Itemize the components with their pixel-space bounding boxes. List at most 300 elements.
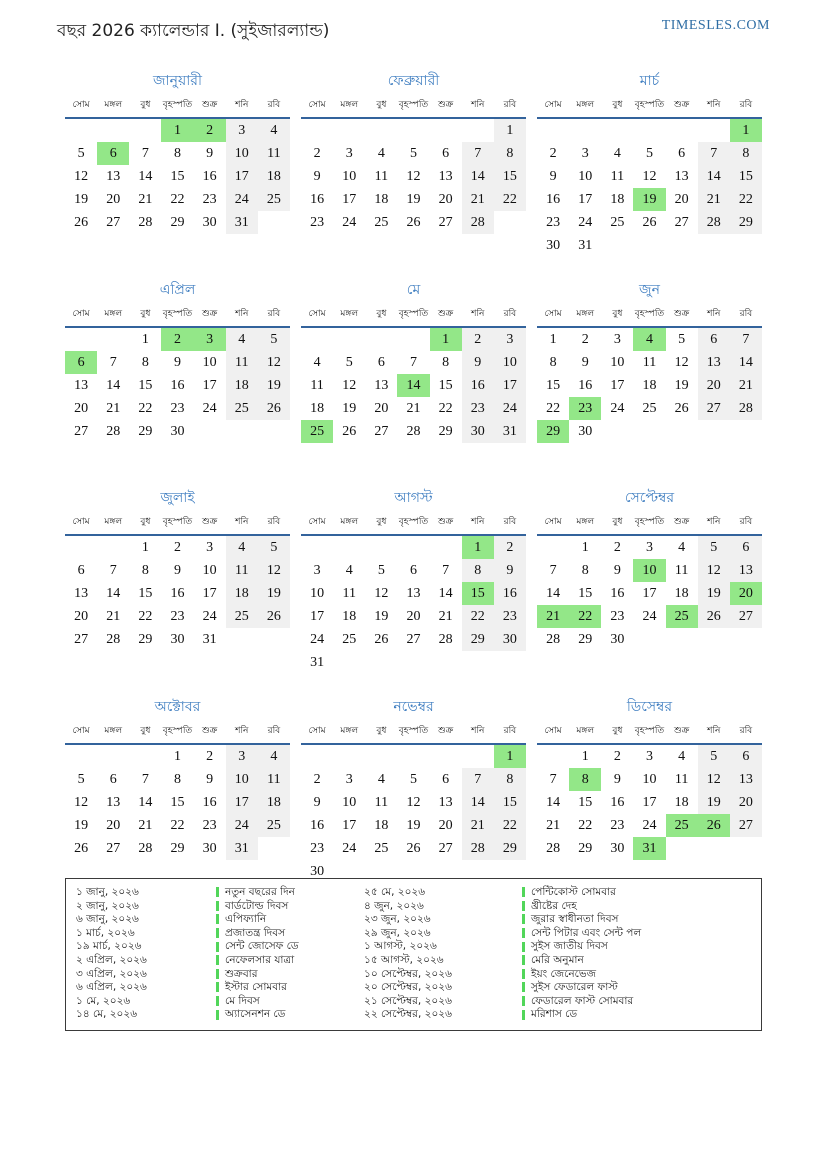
day-cell: 30 bbox=[202, 214, 217, 230]
day-cell: 18 bbox=[226, 374, 258, 397]
day-cell: 16 bbox=[310, 191, 325, 207]
legend-holiday-name: ফেডারেল ফাস্ট সোমবার bbox=[531, 994, 634, 1007]
month-title: আগস্ট bbox=[394, 490, 433, 506]
day-cell: 7 bbox=[549, 771, 557, 787]
day-cell: 29 bbox=[730, 211, 762, 234]
month-title: অক্টোবর bbox=[154, 699, 201, 715]
day-cell: 26 bbox=[406, 840, 421, 856]
day-cell: 25 bbox=[610, 214, 625, 230]
day-cell: 7 bbox=[462, 142, 494, 165]
day-cell: 15 bbox=[462, 582, 494, 605]
weekday-header: সোম bbox=[537, 511, 569, 535]
day-cell bbox=[698, 837, 730, 860]
day-cell: 18 bbox=[258, 165, 290, 188]
day-cell: 8 bbox=[494, 142, 526, 165]
day-cell bbox=[301, 535, 333, 559]
day-cell: 30 bbox=[462, 420, 494, 443]
weekday-header: মঙ্গল bbox=[333, 94, 365, 118]
day-cell: 27 bbox=[106, 214, 121, 230]
day-cell: 4 bbox=[633, 327, 665, 351]
weekday-header: বুধ bbox=[365, 511, 397, 535]
weekday-header: মঙ্গল bbox=[569, 720, 601, 744]
legend-date: ২ এপ্রিল, ২০২৬ bbox=[76, 953, 147, 966]
day-cell: 17 bbox=[642, 585, 657, 601]
day-cell: 12 bbox=[74, 794, 89, 810]
day-cell: 22 bbox=[730, 188, 762, 211]
weekday-header: সোম bbox=[301, 94, 333, 118]
day-cell: 23 bbox=[170, 608, 185, 624]
day-cell: 29 bbox=[494, 837, 526, 860]
day-cell: 14 bbox=[462, 165, 494, 188]
month-calendar bbox=[65, 511, 290, 651]
day-cell: 2 bbox=[173, 539, 181, 555]
day-cell bbox=[730, 837, 762, 860]
day-cell: 10 bbox=[642, 771, 657, 787]
day-cell bbox=[633, 420, 665, 443]
day-cell: 28 bbox=[106, 423, 121, 439]
day-cell: 20 bbox=[698, 374, 730, 397]
legend-entry bbox=[522, 940, 751, 953]
weekday-header: সোম bbox=[65, 720, 97, 744]
day-cell: 9 bbox=[549, 168, 557, 184]
day-cell: 15 bbox=[438, 377, 453, 393]
day-cell: 7 bbox=[698, 142, 730, 165]
day-cell: 9 bbox=[313, 794, 321, 810]
day-cell: 30 bbox=[170, 423, 185, 439]
day-cell: 15 bbox=[494, 165, 526, 188]
day-cell: 28 bbox=[462, 211, 494, 234]
day-cell: 5 bbox=[698, 535, 730, 559]
weekday-header: রবি bbox=[730, 720, 762, 744]
day-cell: 29 bbox=[170, 214, 185, 230]
day-cell: 29 bbox=[138, 631, 153, 647]
day-cell: 5 bbox=[645, 145, 653, 161]
weekday-header: মঙ্গল bbox=[569, 94, 601, 118]
holiday-marker-icon bbox=[216, 942, 219, 952]
day-cell: 14 bbox=[546, 585, 561, 601]
site-link[interactable]: TIMESLES.COM bbox=[661, 18, 770, 33]
day-cell: 20 bbox=[674, 191, 689, 207]
legend-holiday-name: ইস্টার সোমবার bbox=[225, 981, 287, 994]
day-cell: 8 bbox=[173, 771, 181, 787]
day-cell: 19 bbox=[374, 608, 389, 624]
weekday-header: মঙ্গল bbox=[97, 720, 129, 744]
day-cell: 3 bbox=[581, 145, 589, 161]
day-cell: 30 bbox=[610, 840, 625, 856]
day-cell: 31 bbox=[578, 237, 593, 253]
day-cell: 22 bbox=[138, 400, 153, 416]
legend-holiday-name: সুইস ফেডারেল ফাস্ট bbox=[531, 981, 618, 994]
month-title: সেপ্টেম্বর bbox=[624, 490, 675, 506]
holiday-marker-icon bbox=[216, 914, 219, 924]
legend-holiday-name: বার্ডটোল্ড দিবস bbox=[225, 899, 289, 912]
day-cell: 15 bbox=[578, 794, 593, 810]
day-cell: 15 bbox=[494, 791, 526, 814]
weekday-header: সোম bbox=[65, 303, 97, 327]
day-cell: 8 bbox=[141, 562, 149, 578]
day-cell: 5 bbox=[409, 771, 417, 787]
day-cell: 22 bbox=[546, 400, 561, 416]
day-cell: 29 bbox=[138, 423, 153, 439]
day-cell: 23 bbox=[546, 214, 561, 230]
legend-entry bbox=[216, 927, 364, 940]
weekday-header: শুক্র bbox=[194, 94, 226, 118]
day-cell bbox=[698, 628, 730, 651]
month-title: ডিসেম্বর bbox=[626, 699, 673, 715]
weekday-header: শনি bbox=[226, 511, 258, 535]
day-cell: 11 bbox=[258, 768, 290, 791]
day-cell: 27 bbox=[730, 814, 762, 837]
day-cell: 21 bbox=[537, 605, 569, 628]
day-cell: 3 bbox=[645, 748, 653, 764]
day-cell bbox=[301, 744, 333, 768]
day-cell: 13 bbox=[674, 168, 689, 184]
day-cell bbox=[430, 118, 462, 142]
day-cell: 1 bbox=[161, 118, 193, 142]
day-cell: 28 bbox=[138, 840, 153, 856]
day-cell: 12 bbox=[698, 768, 730, 791]
day-cell: 28 bbox=[406, 423, 421, 439]
day-cell: 26 bbox=[74, 214, 89, 230]
legend-holiday-name: পেন্টিকোস্ট সোমবার bbox=[531, 886, 616, 898]
weekday-header: সোম bbox=[301, 720, 333, 744]
holiday-marker-icon bbox=[216, 887, 219, 897]
day-cell: 5 bbox=[77, 771, 85, 787]
legend-entry bbox=[522, 927, 751, 940]
day-cell: 1 bbox=[462, 535, 494, 559]
day-cell: 4 bbox=[377, 145, 385, 161]
day-cell bbox=[194, 420, 226, 443]
day-cell: 1 bbox=[173, 748, 181, 764]
day-cell bbox=[430, 535, 462, 559]
day-cell bbox=[601, 118, 633, 142]
day-cell: 10 bbox=[226, 768, 258, 791]
day-cell: 12 bbox=[374, 585, 389, 601]
day-cell bbox=[97, 327, 129, 351]
day-cell: 7 bbox=[462, 768, 494, 791]
day-cell: 17 bbox=[342, 817, 357, 833]
day-cell: 18 bbox=[374, 817, 389, 833]
day-cell: 10 bbox=[226, 142, 258, 165]
weekday-header: শুক্র bbox=[666, 94, 698, 118]
day-cell: 7 bbox=[549, 562, 557, 578]
day-cell: 24 bbox=[202, 608, 217, 624]
day-cell: 22 bbox=[494, 188, 526, 211]
holiday-legend bbox=[65, 878, 762, 1031]
weekday-header: বৃহস্পতি bbox=[633, 303, 665, 327]
day-cell: 25 bbox=[374, 214, 389, 230]
weekday-header: রবি bbox=[494, 511, 526, 535]
month-title: জানুয়ারী bbox=[153, 73, 202, 89]
weekday-header: রবি bbox=[258, 94, 290, 118]
day-cell: 18 bbox=[674, 585, 689, 601]
day-cell: 14 bbox=[698, 165, 730, 188]
day-cell bbox=[258, 211, 290, 234]
day-cell: 17 bbox=[226, 791, 258, 814]
weekday-header: শনি bbox=[462, 303, 494, 327]
legend-entry bbox=[522, 1008, 751, 1021]
day-cell: 28 bbox=[698, 211, 730, 234]
day-cell: 3 bbox=[613, 331, 621, 347]
day-cell: 9 bbox=[613, 562, 621, 578]
day-cell: 18 bbox=[374, 191, 389, 207]
day-cell: 19 bbox=[342, 400, 357, 416]
day-cell: 6 bbox=[65, 351, 97, 374]
day-cell bbox=[430, 651, 462, 674]
day-cell: 12 bbox=[258, 351, 290, 374]
legend-entry bbox=[216, 995, 364, 1008]
day-cell: 12 bbox=[406, 794, 421, 810]
month-calendar bbox=[65, 94, 290, 234]
legend-date: ২৯ জুন, ২০২৬ bbox=[364, 926, 431, 939]
day-cell: 8 bbox=[730, 142, 762, 165]
holiday-marker-icon bbox=[522, 887, 525, 897]
day-cell: 16 bbox=[202, 794, 217, 810]
legend-entry bbox=[522, 954, 751, 967]
day-cell bbox=[301, 118, 333, 142]
day-cell: 10 bbox=[342, 168, 357, 184]
day-cell: 10 bbox=[202, 354, 217, 370]
month-title: জুন bbox=[639, 282, 660, 298]
day-cell: 4 bbox=[226, 535, 258, 559]
weekday-header: বুধ bbox=[601, 303, 633, 327]
weekday-header: শনি bbox=[698, 94, 730, 118]
day-cell: 1 bbox=[581, 539, 589, 555]
day-cell: 27 bbox=[406, 631, 421, 647]
day-cell: 5 bbox=[409, 145, 417, 161]
month-5 bbox=[301, 279, 526, 465]
day-cell bbox=[258, 420, 290, 443]
day-cell: 4 bbox=[226, 327, 258, 351]
day-cell: 22 bbox=[138, 608, 153, 624]
day-cell: 21 bbox=[138, 817, 153, 833]
day-cell: 20 bbox=[730, 582, 762, 605]
day-cell: 8 bbox=[462, 559, 494, 582]
day-cell: 26 bbox=[258, 397, 290, 420]
weekday-header: শনি bbox=[462, 94, 494, 118]
legend-date: ১ মে, ২০২৬ bbox=[76, 994, 131, 1007]
day-cell: 25 bbox=[666, 605, 698, 628]
day-cell: 15 bbox=[138, 585, 153, 601]
day-cell: 6 bbox=[730, 535, 762, 559]
legend-entry bbox=[216, 968, 364, 981]
day-cell: 19 bbox=[74, 191, 89, 207]
day-cell: 13 bbox=[106, 794, 121, 810]
day-cell: 24 bbox=[202, 400, 217, 416]
page-header bbox=[57, 18, 770, 46]
day-cell: 9 bbox=[206, 771, 214, 787]
day-cell: 23 bbox=[202, 817, 217, 833]
day-cell: 10 bbox=[342, 794, 357, 810]
day-cell: 20 bbox=[730, 791, 762, 814]
day-cell: 20 bbox=[74, 608, 89, 624]
day-cell: 1 bbox=[494, 118, 526, 142]
day-cell: 28 bbox=[730, 397, 762, 420]
day-cell: 17 bbox=[642, 794, 657, 810]
weekday-header: বৃহস্পতি bbox=[161, 720, 193, 744]
day-cell: 20 bbox=[406, 608, 421, 624]
day-cell: 6 bbox=[678, 145, 686, 161]
day-cell bbox=[730, 628, 762, 651]
day-cell: 23 bbox=[310, 214, 325, 230]
day-cell: 11 bbox=[226, 559, 258, 582]
day-cell: 7 bbox=[730, 327, 762, 351]
day-cell: 15 bbox=[170, 794, 185, 810]
weekday-header: বুধ bbox=[129, 511, 161, 535]
weekday-header: মঙ্গল bbox=[97, 94, 129, 118]
holiday-marker-icon bbox=[216, 901, 219, 911]
day-cell: 1 bbox=[549, 331, 557, 347]
day-cell bbox=[226, 628, 258, 651]
month-calendar bbox=[301, 511, 526, 674]
legend-date: ৬ এপ্রিল, ২০২৬ bbox=[76, 981, 147, 994]
day-cell: 4 bbox=[613, 145, 621, 161]
day-cell bbox=[537, 744, 569, 768]
day-cell: 16 bbox=[494, 582, 526, 605]
day-cell: 5 bbox=[377, 562, 385, 578]
day-cell: 12 bbox=[74, 168, 89, 184]
day-cell: 25 bbox=[642, 400, 657, 416]
day-cell: 8 bbox=[442, 354, 450, 370]
day-cell bbox=[65, 327, 97, 351]
legend-date: ১ জানু, ২০২৬ bbox=[76, 886, 139, 898]
month-8 bbox=[301, 487, 526, 674]
legend-date: ১ আগস্ট, ২০২৬ bbox=[364, 940, 437, 953]
day-cell: 24 bbox=[310, 631, 325, 647]
holiday-marker-icon bbox=[522, 901, 525, 911]
weekday-header: শুক্র bbox=[430, 94, 462, 118]
weekday-header: বৃহস্পতি bbox=[633, 94, 665, 118]
day-cell: 11 bbox=[310, 377, 324, 393]
month-12 bbox=[537, 696, 762, 883]
month-6 bbox=[537, 279, 762, 465]
legend-date: ৩ এপ্রিল, ২০২৬ bbox=[76, 967, 147, 980]
weekday-header: শুক্র bbox=[194, 720, 226, 744]
day-cell: 26 bbox=[406, 214, 421, 230]
weekday-header: শুক্র bbox=[666, 720, 698, 744]
month-title: ফেব্রুয়ারী bbox=[387, 73, 440, 89]
day-cell: 23 bbox=[170, 400, 185, 416]
day-cell: 22 bbox=[578, 817, 593, 833]
day-cell: 16 bbox=[578, 377, 593, 393]
day-cell: 13 bbox=[730, 768, 762, 791]
legend-holiday-name: নতুন বছরের দিন bbox=[225, 886, 295, 898]
day-cell bbox=[226, 420, 258, 443]
legend-entry bbox=[522, 886, 751, 899]
weekday-header: শুক্র bbox=[666, 303, 698, 327]
day-cell: 14 bbox=[462, 791, 494, 814]
day-cell: 18 bbox=[258, 791, 290, 814]
day-cell bbox=[537, 535, 569, 559]
day-cell: 30 bbox=[494, 628, 526, 651]
day-cell: 24 bbox=[342, 214, 357, 230]
legend-date: ২২ সেপ্টেম্বর, ২০২৬ bbox=[364, 1008, 452, 1021]
day-cell: 25 bbox=[666, 814, 698, 837]
weekday-header: সোম bbox=[65, 511, 97, 535]
day-cell: 2 bbox=[161, 327, 193, 351]
day-cell: 7 bbox=[109, 354, 117, 370]
day-cell: 27 bbox=[698, 397, 730, 420]
day-cell: 13 bbox=[730, 559, 762, 582]
legend-holiday-name: সেন্ট পিটার এবং সেন্ট পল bbox=[531, 926, 642, 939]
day-cell: 30 bbox=[546, 237, 561, 253]
day-cell: 12 bbox=[698, 559, 730, 582]
month-7 bbox=[65, 487, 290, 674]
day-cell: 27 bbox=[374, 423, 389, 439]
day-cell: 16 bbox=[610, 794, 625, 810]
day-cell: 21 bbox=[106, 400, 121, 416]
holiday-marker-icon bbox=[216, 969, 219, 979]
legend-holiday-name: সুইস জাতীয় দিবস bbox=[531, 940, 608, 953]
weekday-header: বুধ bbox=[129, 303, 161, 327]
day-cell: 29 bbox=[578, 631, 593, 647]
day-cell: 3 bbox=[313, 562, 321, 578]
day-cell: 6 bbox=[698, 327, 730, 351]
day-cell: 25 bbox=[258, 188, 290, 211]
day-cell: 10 bbox=[578, 168, 593, 184]
day-cell: 11 bbox=[642, 354, 657, 370]
legend-date: ১ মার্চ, ২০২৬ bbox=[76, 926, 135, 939]
day-cell: 31 bbox=[633, 837, 665, 860]
day-cell: 18 bbox=[674, 794, 689, 810]
day-cell: 26 bbox=[374, 631, 389, 647]
day-cell: 3 bbox=[206, 539, 214, 555]
day-cell: 1 bbox=[430, 327, 462, 351]
day-cell: 1 bbox=[141, 331, 149, 347]
day-cell bbox=[129, 744, 161, 768]
day-cell: 25 bbox=[342, 631, 357, 647]
legend-date: ২৩ জুন, ২০২৬ bbox=[364, 913, 431, 926]
day-cell: 14 bbox=[138, 168, 153, 184]
day-cell: 9 bbox=[206, 145, 214, 161]
holiday-marker-icon bbox=[522, 996, 525, 1006]
day-cell: 6 bbox=[97, 142, 129, 165]
day-cell: 26 bbox=[74, 840, 89, 856]
day-cell: 5 bbox=[698, 744, 730, 768]
day-cell: 14 bbox=[438, 585, 453, 601]
legend-holiday-name: শুক্রবার bbox=[225, 967, 258, 980]
day-cell: 6 bbox=[77, 562, 85, 578]
day-cell: 22 bbox=[170, 191, 185, 207]
day-cell: 3 bbox=[345, 145, 353, 161]
day-cell: 21 bbox=[730, 374, 762, 397]
day-cell: 2 bbox=[549, 145, 557, 161]
legend-holiday-name: এপিফ্যানি bbox=[225, 913, 267, 926]
day-cell: 25 bbox=[301, 420, 333, 443]
day-cell: 12 bbox=[674, 354, 689, 370]
day-cell: 12 bbox=[406, 168, 421, 184]
day-cell: 4 bbox=[678, 539, 686, 555]
day-cell: 21 bbox=[138, 191, 153, 207]
day-cell: 11 bbox=[258, 142, 290, 165]
legend-entry bbox=[216, 913, 364, 926]
day-cell: 25 bbox=[226, 397, 258, 420]
day-cell: 6 bbox=[377, 354, 385, 370]
day-cell: 27 bbox=[438, 840, 453, 856]
holiday-marker-icon bbox=[216, 982, 219, 992]
weekday-header: বৃহস্পতি bbox=[161, 94, 193, 118]
day-cell: 6 bbox=[109, 771, 117, 787]
day-cell: 14 bbox=[106, 377, 121, 393]
month-calendar bbox=[537, 303, 762, 443]
legend-date: ১০ সেপ্টেম্বর, ২০২৬ bbox=[364, 967, 452, 980]
day-cell: 20 bbox=[438, 817, 453, 833]
day-cell: 24 bbox=[342, 840, 357, 856]
month-title: জুলাই bbox=[160, 490, 195, 506]
day-cell bbox=[365, 651, 397, 674]
month-calendar bbox=[301, 720, 526, 883]
day-cell: 18 bbox=[642, 377, 657, 393]
